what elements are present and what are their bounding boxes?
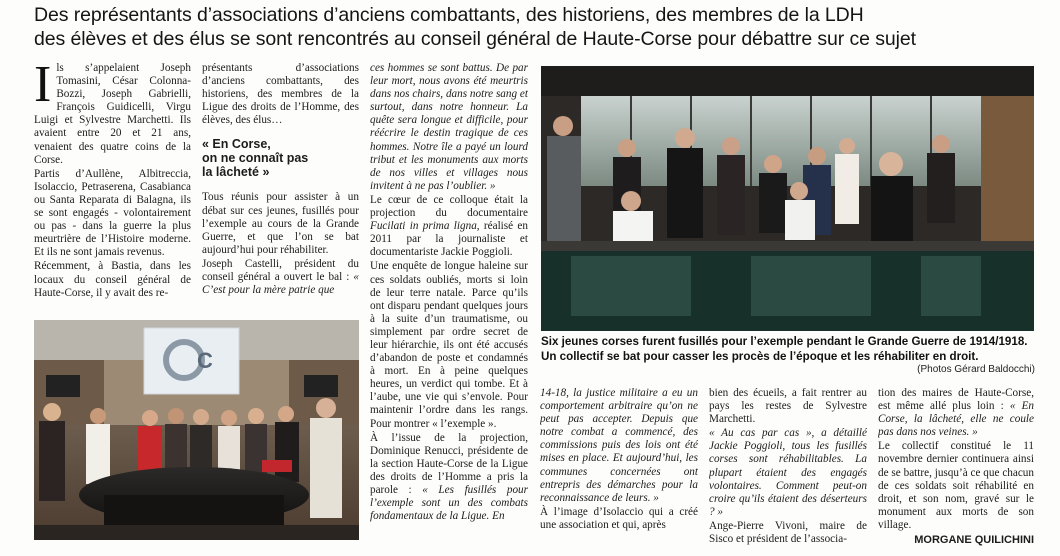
quote-paragraph: ces hommes se sont battus. De par leur mort, nous avons été meurtris dans nos chairs, dans notre sang et surtout, dans notre honneur. La quête sera longue et difficile, pour réécrire le destin tragique de ces hommes. Notre île a payé un lourd tribut et les monuments aux morts de nos villes et villages nous invitent à ne pas l’oublier. » — [370, 62, 528, 192]
headline-line-1: Des représentants d’associations d’anciens combattants, des historiens, des membres de la LDH — [34, 4, 864, 26]
paragraph: Une enquête de longue haleine sur ces soldats oubliés, morts si loin de leur terre natale. Parce qu’ils ont disparu pendant quelques jours à la suite d’un traumatisme, ou simplement par ordre secret de leur hiérarchie, ils ont été accusés d’abandon de poste et condamnés à mort. En à peine quelques heures, un verdict qui tombe. Et à l’aube, une vie qui s’envole. Pour maintenir l’ordre dans les rangs. Pour montrer « l’exemple ». — [370, 260, 528, 430]
screen-logo: C — [197, 348, 213, 373]
paragraph: À l’image d’Isolaccio qui a créé une association et qui, après — [540, 505, 698, 531]
paragraph: bien des écueils, a fait rentrer au pays les restes de Sylvestre Marchetti. — [709, 387, 867, 426]
group-photo-council-chamber — [34, 320, 359, 540]
author-signature: MORGANE QUILICHINI — [914, 534, 1034, 547]
photo-credit: (Photos Gérard Baldocchi) — [917, 364, 1035, 375]
article-column-3 — [370, 62, 528, 552]
paragraph: Récemment, à Bastia, dans les locaux du conseil général de Haute-Corse, il y avait des re- — [34, 260, 191, 299]
paragraph: Le collectif constitué le 11 novembre dernier continuera ainsi de se battre, jusqu’à ce que chacun de ces soldats soit réhabilité en droit, et son nom, gravé sur le monument aux morts de son village. — [878, 440, 1034, 531]
article-column-6 — [878, 387, 1034, 553]
paragraph: À l’issue de la projection, Dominique Renucci, présidente de la section Haute-Corse de la Ligue des droits de l’Homme a pris la parole : « Les fusillés pour l’exemple sont un des combats fondamentaux de la Ligue. En — [370, 431, 528, 523]
photo-caption: Six jeunes corses furent fusillés pour l’exemple pendant le Grande Guerre de 1914/1918. Un collectif se bat pour casser les procès de l’époque et les réhabiliter en droit. — [541, 335, 1028, 363]
group-photo-illustration — [34, 320, 359, 540]
section-subhead: « En Corse, on ne connaît pas la lâcheté » — [202, 137, 309, 180]
paragraph: ls s’appelaient Joseph Tomasini, César Colonna-Bozzi, Joseph Gabrielli, François Guidicelli, Virgu Luigi et Sylvestre Marchetti. Ils avaient entre 20 et 21 ans, venaient des quatre coins de la Corse. — [34, 62, 191, 166]
documentary-title: Fucilati in prima ligna — [370, 220, 477, 233]
headline-line-2: des élèves et des élus se sont rencontrés au conseil général de Haute-Corse pour débattre sur ce sujet — [34, 28, 916, 50]
paragraph: Partis d’Aullène, Albitreccia, Isolaccio, Petraserena, Casabianca ou Santa Reparata di Balagna, ils se sont engagés - volontairement ou pas - dans la guerre la plus meurtrière de l’Histoire moderne. Et ils ne sont jamais revenus. — [34, 167, 191, 259]
paragraph: « Au cas par cas », a détaillé Jackie Poggioli, tous les fusillés corses sont réhabilitables. La plupart étaient des engagés volontaires. Comment peut-on croire qu’ils étaient des déserteurs ? » — [709, 427, 867, 518]
article-column-5 — [709, 387, 867, 553]
paragraph: Joseph Castelli, président du conseil général a ouvert le bal : « C’est pour la mère patrie que — [202, 257, 359, 297]
quote: « C’est pour la mère patrie que — [202, 271, 359, 297]
paragraph: Le cœur de ce colloque était la projection du documentaire Fucilati in prima ligna, réalisé en 2011 par la journaliste et documentariste Jackie Poggioli. — [370, 193, 528, 259]
students-photo — [541, 66, 1034, 331]
students-photo-illustration — [541, 66, 1034, 331]
quote-paragraph: 14-18, la justice militaire a eu un comportement arbitraire qu’on ne peut pas accepter. Depuis que notre combat a commencé, des commissions puis des lois ont été mises en place. Et aujourd’hui, les communes concernées ont entrepris des démarches pour la reconnaissance de leurs. » — [540, 387, 698, 504]
paragraph: Ange-Pierre Vivoni, maire de Sisco et président de l’associa- — [709, 519, 867, 546]
paragraph: tion des maires de Haute-Corse, est même allé plus loin : « En Corse, la lâcheté, elle ne coule pas dans nos veines. » — [878, 387, 1034, 439]
paragraph: présentants d’associations d’anciens combattants, des historiens, des membres de la Ligue des droits de l’Homme, des élèves, des élus… — [202, 62, 359, 127]
quote: « En Corse, la lâcheté, elle ne coule pas dans nos veines. » — [878, 400, 1034, 439]
article-headline — [34, 3, 1044, 51]
quote: tous les fusillés corses sont réhabilitables. La plupart étaient des engagés volontaires. Comment peut-on croire qu’ils étaient des déserteurs ? » — [709, 440, 867, 518]
article-column-2 — [202, 62, 359, 318]
article-column-1 — [34, 62, 191, 306]
drop-cap: I — [34, 62, 52, 113]
quote: « Les fusillés pour l’exemple sont un des combats fondamentaux de la Ligue. En — [370, 484, 528, 523]
article-column-4 — [540, 387, 698, 553]
paragraph: Tous réunis pour assister à un débat sur ces jeunes, fusillés pour l’exemple au cours de la Grande Guerre, et que l’on se bat aujourd’hui pour réhabiliter. — [202, 191, 359, 256]
